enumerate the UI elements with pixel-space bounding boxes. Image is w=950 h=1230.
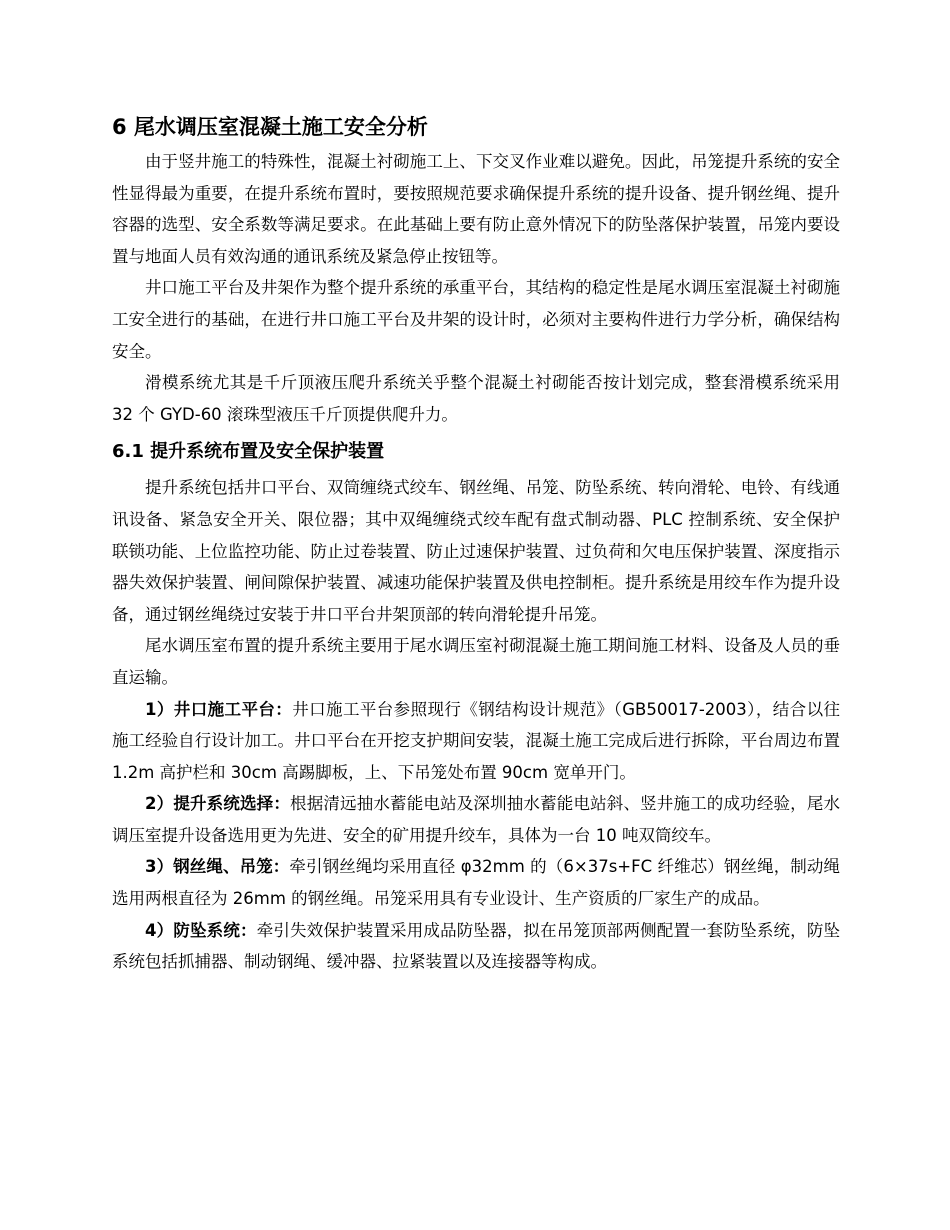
item-lead: 3）钢丝绳、吊笼： [145, 857, 290, 877]
item-text: 根据清远抽水蓄能电站及深圳抽水蓄能电站斜、竖井施工的成功经验，尾水调压室提升设备选用更为先进、安全的矿用提升绞车，具体为一台 10 吨双筒绞车。 [112, 794, 841, 845]
paragraph: 提升系统包括井口平台、双筒缠绕式绞车、钢丝绳、吊笼、防坠系统、转向滑轮、电铃、有线通讯设备、紧急安全开关、限位器；其中双绳缠绕式绞车配有盘式制动器、PLC 控制系统、安全保护联锁功能、上位监控功能、防止过卷装置、防止过速保护装置、过负荷和欠电压保护装置、深度指示器失效保护装置、闸间隙保护装置、减速功能保护装置及供电控制柜。提升系统是用绞车作为提升设备，通过钢丝绳绕过安装于井口平台井架顶部的转向滑轮提升吊笼。 [112, 478, 840, 624]
subsection-heading: 6.1 提升系统布置及安全保护装置 [112, 441, 385, 463]
item-text: 牵引失效保护装置采用成品防坠器，拟在吊笼顶部两侧配置一套防坠系统，防坠系统包括抓捕器、制动钢绳、缓冲器、拉紧装置以及连接器等构成。 [112, 920, 841, 972]
numbered-item [112, 788, 840, 851]
item-text: 牵引钢丝绳均采用直径 φ32mm 的（6×37s+FC 纤维芯）钢丝绳，制动绳选用两根直径为 26mm 的钢丝绳。吊笼采用具有专业设计、生产资质的厂家生产的成品。 [112, 857, 841, 909]
numbered-item [112, 694, 840, 789]
numbered-item [112, 915, 840, 978]
paragraph: 滑模系统尤其是千斤顶液压爬升系统关乎整个混凝土衬砌能否按计划完成，整套滑模系统采用 32 个 GYD-60 滚珠型液压千斤顶提供爬升力。 [112, 373, 840, 424]
numbered-item [112, 851, 840, 914]
paragraph: 由于竖井施工的特殊性，混凝土衬砌施工上、下交叉作业难以避免。因此，吊笼提升系统的安全性显得最为重要，在提升系统布置时，要按照规范要求确保提升系统的提升设备、提升钢丝绳、提升容器的选型、安全系数等满足要求。在此基础上要有防止意外情况下的防坠落保护装置，吊笼内要设置与地面人员有效沟通的通讯系统及紧急停止按钮等。 [112, 152, 840, 266]
item-text: 井口施工平台参照现行《钢结构设计规范》（GB50017-2003），结合以往施工经验自行设计加工。井口平台在开挖支护期间安装，混凝土施工完成后进行拆除，平台周边布置 1.2m 高护栏和 30cm 高踢脚板，上、下吊笼处布置 90cm 宽单开门。 [112, 699, 840, 782]
item-lead: 1）井口施工平台： [145, 699, 293, 719]
item-lead: 2）提升系统选择： [145, 794, 291, 814]
document-body [112, 112, 840, 978]
item-lead: 4）防坠系统： [145, 920, 257, 940]
section-heading: 6 尾水调压室混凝土施工安全分析 [112, 115, 428, 139]
paragraph: 井口施工平台及井架作为整个提升系统的承重平台，其结构的稳定性是尾水调压室混凝土衬砌施工安全进行的基础，在进行井口施工平台及井架的设计时，必须对主要构件进行力学分析，确保结构安全。 [112, 278, 840, 361]
paragraph: 尾水调压室布置的提升系统主要用于尾水调压室衬砌混凝土施工期间施工材料、设备及人员的垂直运输。 [112, 636, 840, 687]
